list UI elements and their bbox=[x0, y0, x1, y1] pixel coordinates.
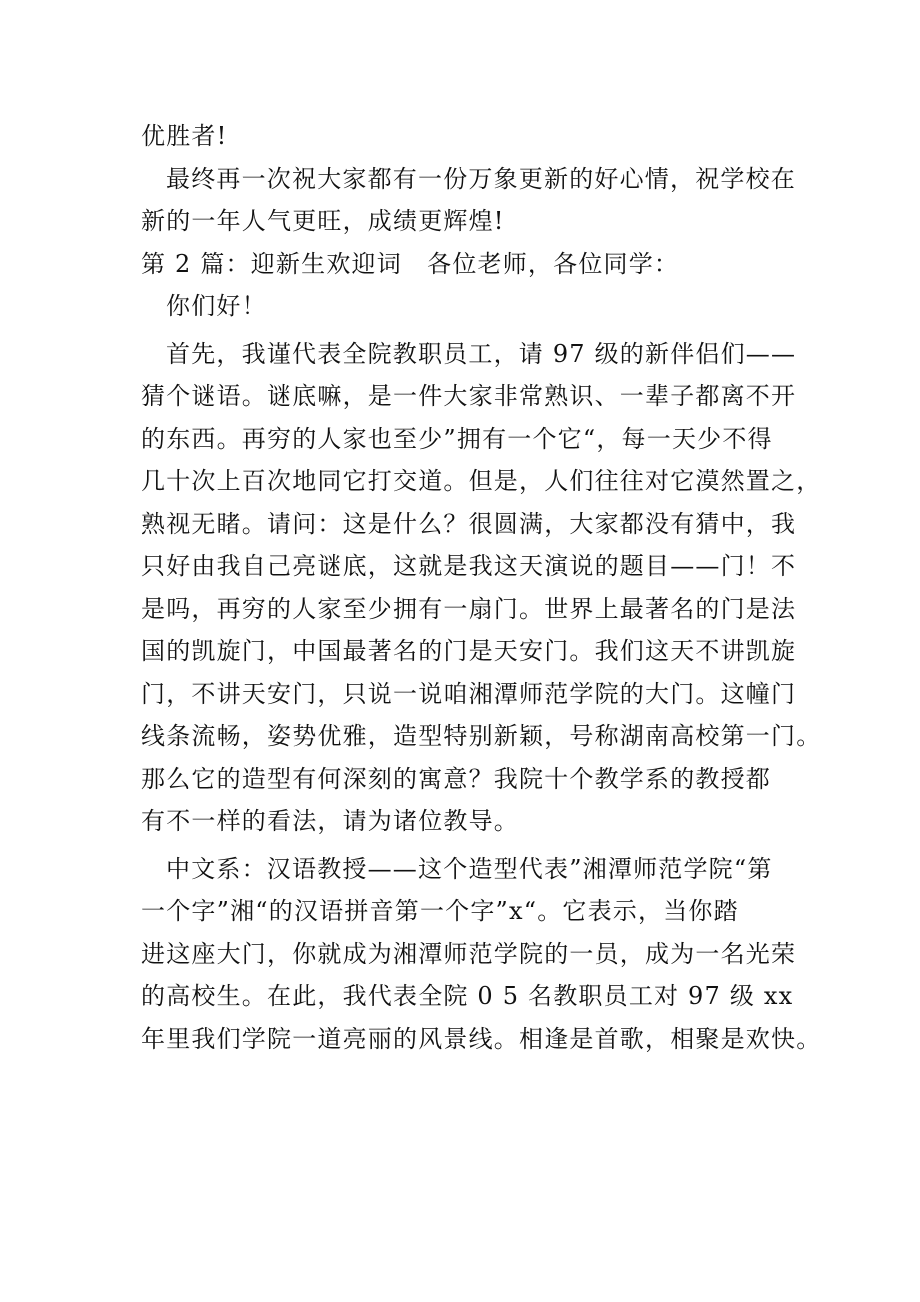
text-line: 几十次上百次地同它打交道。但是，人们往往对它漠然置之， bbox=[141, 467, 822, 495]
text-line: 熟视无睹。请问：这是什么？很圆满，大家都没有猜中，我 bbox=[141, 509, 797, 538]
text-line: 国的凯旋门，中国最著名的门是天安门。我们这天不讲凯旋 bbox=[141, 637, 797, 665]
paragraph-first-line: 最终再一次祝大家都有一份万象更新的好心情，祝学校在 bbox=[166, 164, 796, 193]
text-line: 新的一年人气更旺，成绩更辉煌! bbox=[141, 207, 505, 235]
text-line: 一个字”湘“的汉语拼音第一个字”x“。它表示，当你踏 bbox=[141, 897, 739, 925]
greeting-line: 你们好！ bbox=[166, 292, 267, 320]
paragraph-first-line: 中文系：汉语教授——这个造型代表”湘潭师范学院“第 bbox=[166, 854, 773, 883]
document-body bbox=[141, 115, 822, 1060]
text-line: 线条流畅，姿势优雅，造型特别新颖，号称湖南高校第一门。 bbox=[141, 722, 822, 750]
text-line: 年里我们学院一道亮丽的风景线。相逢是首歌，相聚是欢快。 bbox=[141, 1024, 822, 1053]
text-line: 门，不讲天安门，只说一说咱湘潭师范学院的大门。这幢门 bbox=[141, 679, 797, 708]
text-line: 猜个谜语。谜底嘛，是一件大家非常熟识、一辈子都离不开 bbox=[141, 382, 797, 410]
text-line: 进这座大门，你就成为湘潭师范学院的一员，成为一名光荣 bbox=[141, 939, 797, 968]
text-line: 只好由我自己亮谜底，这就是我这天演说的题目——门！不 bbox=[141, 552, 797, 580]
text-line: 有不一样的看法，请为诸位教导。 bbox=[141, 807, 519, 835]
text-line: 优胜者! bbox=[141, 122, 228, 150]
section-heading: 第 2 篇：迎新生欢迎词 各位老师，各位同学： bbox=[141, 249, 680, 278]
text-line: 的高校生。在此，我代表全院 0 5 名教职员工对 97 级 xx bbox=[141, 982, 794, 1010]
text-line: 的东西。再穷的人家也至少”拥有一个它“，每一天少不得 bbox=[141, 424, 773, 453]
text-line: 是吗，再穷的人家至少拥有一扇门。世界上最著名的门是法 bbox=[141, 594, 797, 623]
paragraph-first-line: 首先，我谨代表全院教职员工，请 97 级的新伴侣们—— bbox=[166, 339, 797, 368]
text-line: 那么它的造型有何深刻的寓意？我院十个教学系的教授都 bbox=[141, 764, 771, 793]
